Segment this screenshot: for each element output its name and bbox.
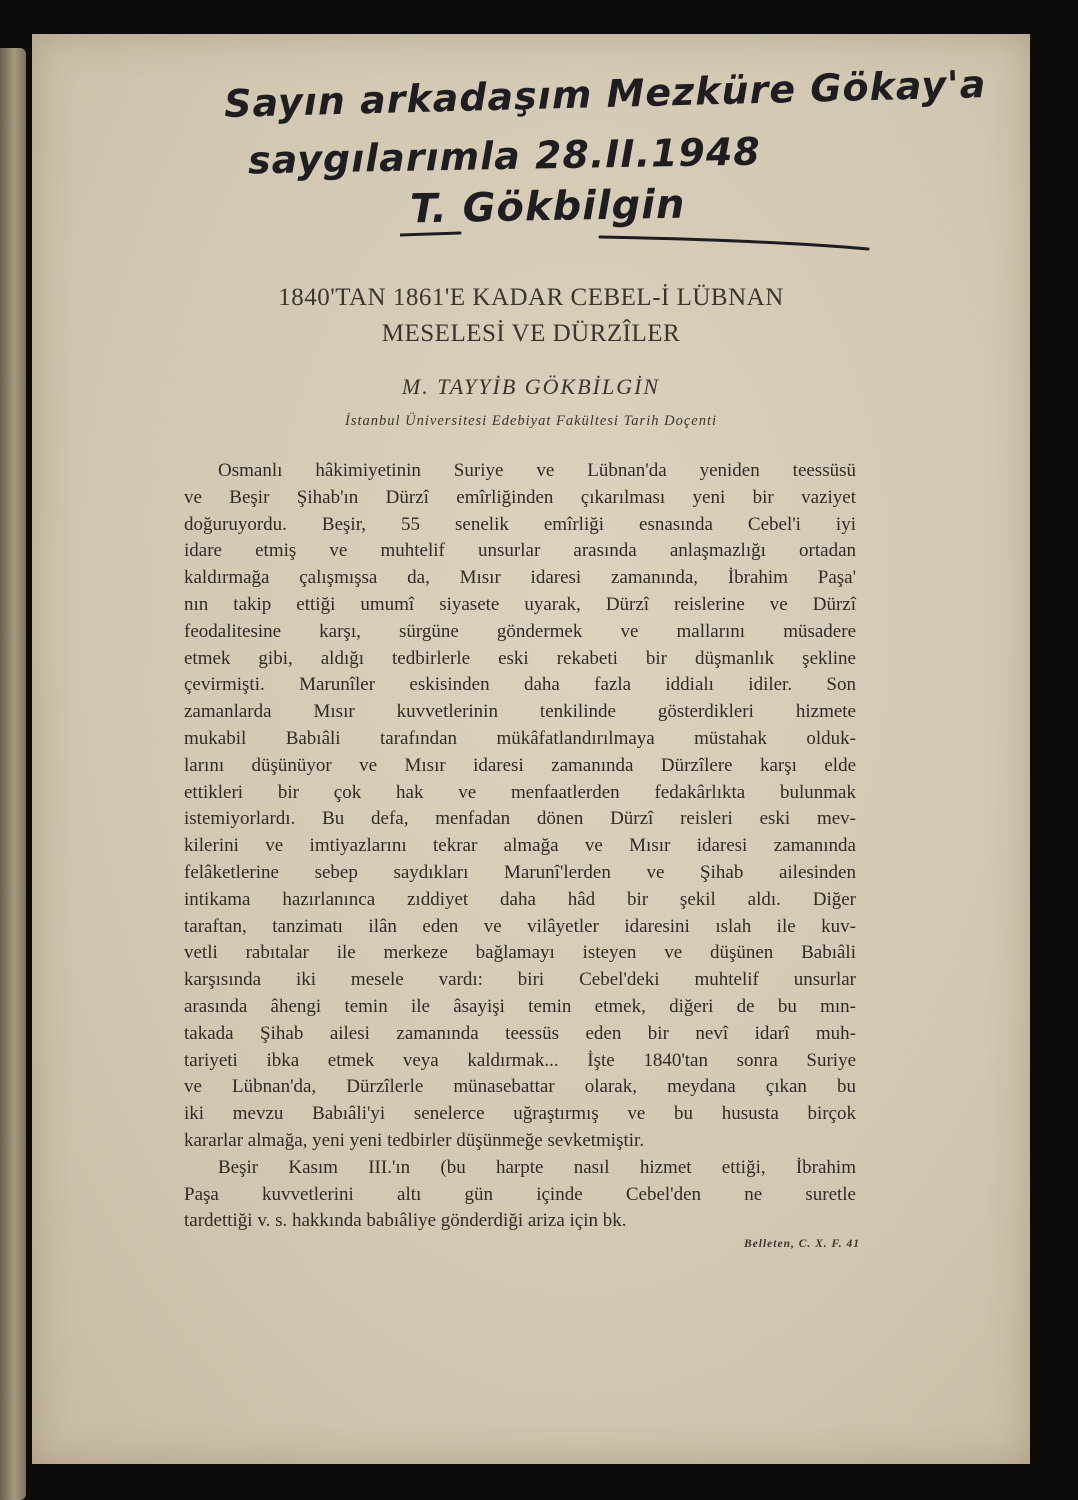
body-line: taraftan, tanzimatı ilân eden ve vilâyetler idaresini ıslah ile kuv-: [184, 915, 856, 937]
body-line: tardettiği v. s. hakkında babıâliye gönderdiği ariza için bk.: [184, 1210, 627, 1232]
body-line: arasında âhengi temin ile âsayişi temin etmek, diğeri de bu mın-: [184, 995, 856, 1017]
body-line: zamanlarda Mısır kuvvetlerinin tenkilinde gösterdikleri hizmete: [184, 701, 856, 723]
article-title-line-2: MESELESİ VE DÜRZÎLER: [381, 320, 681, 347]
body-line: ve Lübnan'da, Dürzîlerle münasebattar olarak, meydana çıkan bu: [184, 1076, 856, 1098]
article-author: M. TAYYİB GÖKBİLGİN: [401, 374, 661, 399]
article-body: [184, 458, 856, 1235]
book-page: [32, 34, 1030, 1464]
body-line: kilerini ve imtiyazlarını tekrar almağa ve Mısır idaresi zamanında: [184, 835, 856, 857]
previous-page-edge: [0, 48, 26, 1500]
body-line: felâketlerine sebep saydıkları Marunî'lerden ve Şihab ailesinden: [184, 861, 856, 883]
body-line: mukabil Babıâli tarafından mükâfatlandırılmaya müstahak olduk-: [184, 727, 856, 749]
page-footer-citation: Belleten, C. X. F. 41: [744, 1238, 860, 1250]
body-line: iki mevzu Babıâli'yi senelerce uğraştırmış ve bu hususta birçok: [184, 1103, 856, 1125]
body-line: Beşir Kasım III.'ın (bu harpte nasıl hizmet ettiği, İbrahim: [218, 1156, 856, 1178]
body-line: kaldırmağa çalışmışsa da, Mısır idaresi zamanında, İbrahim Paşa': [184, 567, 856, 589]
body-line: feodalitesine karşı, sürgüne göndermek ve mallarını müsadere: [184, 620, 856, 642]
body-line: intikama hazırlanınca zıddiyet daha hâd bir şekil aldı. Diğer: [184, 888, 856, 910]
body-line: tariyeti ibka etmek veya kaldırmak... İşte 1840'tan sonra Suriye: [184, 1049, 856, 1071]
body-line: vetli rabıtalar ile merkeze bağlamayı isteyen ve düşünen Babıâli: [184, 942, 856, 964]
body-line: Paşa kuvvetlerini altı gün içinde Cebel'den ne suretle: [184, 1183, 856, 1205]
body-line: takada Şihab ailesi zamanında teessüs eden bir nevî idarî muh-: [184, 1022, 856, 1044]
inscription-line-1: Sayın arkadaşım Mezküre Gökay'a: [223, 62, 987, 126]
body-line: ve Beşir Şihab'ın Dürzî emîrliğinden çıkarılması yeni bir vaziyet: [184, 486, 856, 508]
body-line: çevirmişti. Marunîler eskisinden daha fazla iddialı idiler. Son: [184, 674, 856, 696]
signature-flourish: [400, 229, 870, 251]
body-line: istemiyorlardı. Bu defa, menfadan dönen Dürzî reisleri eski mev-: [184, 808, 856, 830]
inscription-line-2: saygılarımla 28.II.1948: [247, 129, 762, 183]
author-affiliation: İstanbul Üniversitesi Edebiyat Fakültesi Tarih Doçenti: [344, 413, 718, 429]
body-line: kararlar almağa, yeni yeni tedbirler düşünmeğe sevketmiştir.: [184, 1129, 645, 1151]
body-line: nın takip ettiği umumî siyasete uyarak, Dürzî reislerine ve Dürzî: [184, 593, 856, 615]
body-line: idare etmiş ve muhtelif unsurlar arasında anlaşmazlığı ortadan: [184, 540, 856, 562]
body-line: doğuruyordu. Beşir, 55 senelik emîrliği esnasında Cebel'i iyi: [184, 513, 856, 535]
body-line: ettikleri bir çok hak ve menfaatlerden fedakârlıkta bulunmak: [184, 781, 856, 803]
inscription-signature: T. Gökbilgin: [409, 181, 686, 233]
body-line: larını düşünüyor ve Mısır idaresi zamanında Dürzîlere karşı elde: [184, 754, 856, 776]
body-line: karşısında iki mesele vardı: biri Cebel'deki muhtelif unsurlar: [184, 969, 856, 991]
article-title-line-1: 1840'TAN 1861'E KADAR CEBEL-İ LÜBNAN: [278, 284, 784, 311]
body-line: etmek gibi, aldığı tedbirlerle eski rekabeti bir düşmanlık şekline: [184, 647, 856, 669]
body-line: Osmanlı hâkimiyetinin Suriye ve Lübnan'da yeniden teessüsü: [218, 460, 856, 481]
